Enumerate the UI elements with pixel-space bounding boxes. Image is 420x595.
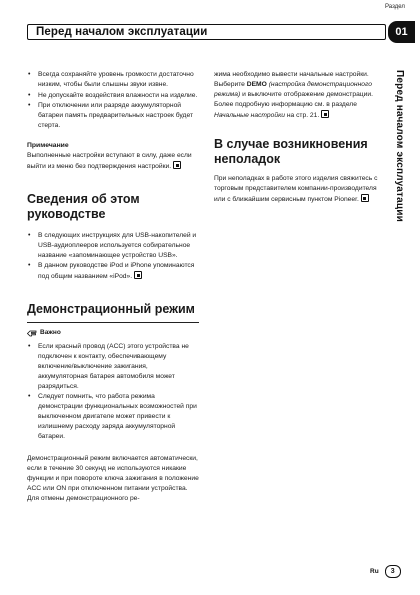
list-item: • Всегда сохраняйте уровень громкости достаточно низким, чтобы были слышны звуки извне. (27, 70, 199, 90)
page-number: 3 (385, 565, 401, 578)
list-item: • В данном руководстве iPod и iPhone упоминаются под общим названием «iPod». (27, 261, 199, 282)
demo-menu-item: DEMO (246, 81, 267, 88)
language-code: Ru (370, 568, 379, 575)
end-of-section-icon (134, 271, 142, 279)
demo-paragraph: Демонстрационный режим включается автоматически, если в течение 30 секунд не используются никакие функции и при повороте ключа зажигания в положение ACC или ON при отключенном питании устройства. Для отмены демонстрационного ре- (27, 455, 199, 502)
end-of-section-icon (321, 110, 329, 118)
page-header (27, 24, 386, 40)
left-column (27, 70, 199, 504)
demo-continued-paragraph: жима необходимо вывести начальные настройки. Выберите DEMO (настройка демонстрационного режима) и выключите отображение демонстрации. Более подробную информацию см. в разделе Начальные настройки на стр. 21. (214, 71, 373, 119)
section-number-badge: 01 (388, 21, 415, 43)
list-item: • Следует помнить, что работа режима демонстрации функциональных возможностей при выключенном двигателе может привести к излишнему расходу заряда аккумуляторной батареи. (27, 392, 199, 442)
important-label: Важно (27, 328, 199, 338)
troubleshooting-text: При неполадках в работе этого изделия свяжитесь с торговым представителем компании-производителя или с ближайшим сервисным пунктом Pioneer. (214, 175, 378, 203)
initial-settings-reference: Начальные настройки (214, 112, 285, 119)
right-column (214, 70, 379, 205)
list-item: • Если красный провод (ACC) этого устройства не подключен к контакту, обеспечивающему включение/выключение зажигания, аккумуляторная батарея автомобиля может разрядиться. (27, 342, 199, 392)
list-item: • В следующих инструкциях для USB-накопителей и USB-аудиоплееров используется собирательное название «запоминающее устройство USB». (27, 231, 199, 261)
side-tab (385, 66, 415, 276)
page-title: Перед началом эксплуатации (36, 26, 208, 38)
note-heading: Примечание (27, 142, 69, 149)
demo-heading: Демонстрационный режим (27, 302, 199, 323)
safety-bullet-list (27, 70, 199, 131)
end-of-section-icon (361, 194, 369, 202)
section-label: Раздел (385, 4, 405, 10)
important-hand-icon (27, 330, 37, 337)
list-item: • Не допускайте воздействия влажности на изделие. (27, 91, 199, 101)
side-tab-label: Перед началом эксплуатации (394, 70, 405, 222)
troubleshooting-heading: В случае возникновения неполадок (214, 137, 368, 166)
end-of-section-icon (173, 161, 181, 169)
guide-heading: Сведения об этом руководстве (27, 192, 140, 221)
page-footer (370, 565, 401, 578)
important-bullet-list (27, 342, 199, 442)
guide-bullet-list (27, 231, 199, 282)
note-text: Выполненные настройки вступают в силу, даже если выйти из меню без подтверждения настройки. (27, 152, 192, 170)
list-item: • При отключении или разряде аккумуляторной батареи память предварительных настроек будет стерта. (27, 101, 199, 131)
